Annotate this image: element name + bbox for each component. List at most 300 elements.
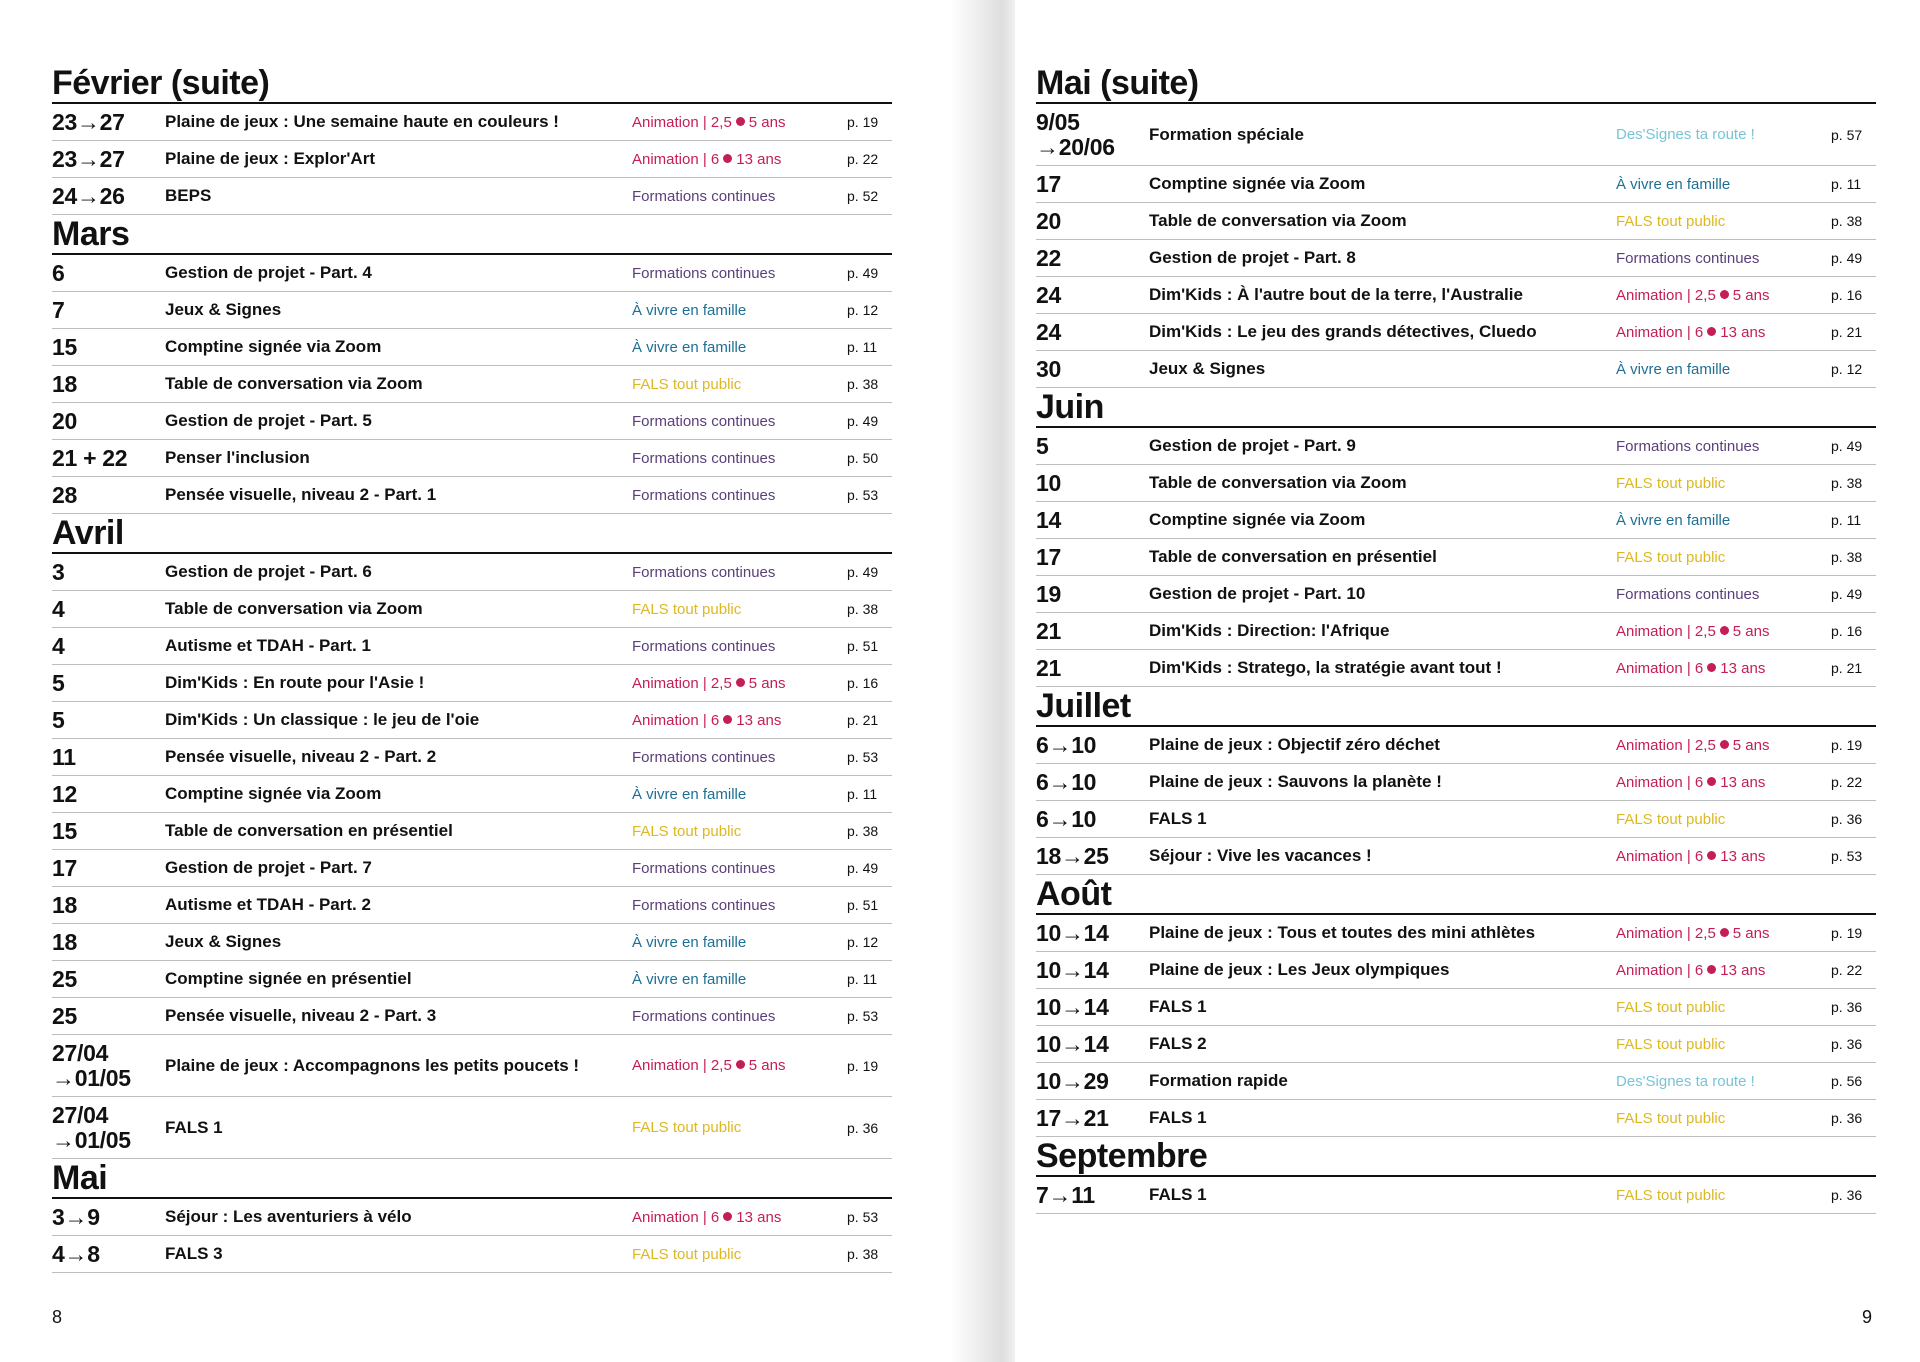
event-page-ref: p. 19 xyxy=(1831,925,1863,941)
event-row xyxy=(52,104,892,141)
event-row xyxy=(52,477,892,514)
event-page-ref: p. 36 xyxy=(1831,999,1863,1015)
event-page-ref: p. 49 xyxy=(847,413,879,429)
event-page-ref: p. 51 xyxy=(847,897,879,913)
event-row xyxy=(52,591,892,628)
right-page xyxy=(1036,64,1876,1214)
event-row xyxy=(52,554,892,591)
event-category: Formations continues xyxy=(632,1007,776,1025)
event-title: Plaine de jeux : Explor'Art xyxy=(165,149,375,168)
event-category: FALS tout public xyxy=(632,375,742,393)
event-row xyxy=(1036,613,1876,650)
event-title: Séjour : Les aventuriers à vélo xyxy=(165,1207,412,1226)
event-page-ref: p. 49 xyxy=(847,860,879,876)
category-age: 13 ans xyxy=(1720,847,1766,865)
event-title: Gestion de projet - Part. 7 xyxy=(165,858,372,877)
category-age: 13 ans xyxy=(1720,773,1766,791)
event-row xyxy=(52,366,892,403)
event-category: FALS tout public xyxy=(1616,548,1726,566)
age-range-dot-icon xyxy=(723,715,732,724)
event-page-ref: p. 53 xyxy=(847,1209,879,1225)
category-label: Animation | 6 xyxy=(1616,847,1704,865)
event-date: 5 xyxy=(52,706,65,733)
event-category: FALS tout public xyxy=(1616,1035,1726,1053)
event-row xyxy=(52,255,892,292)
event-row xyxy=(52,440,892,477)
category-age: 5 ans xyxy=(748,674,786,692)
event-date: 11 xyxy=(52,743,76,770)
event-page-ref: p. 36 xyxy=(1831,1036,1863,1052)
event-date: 10→29 xyxy=(1036,1067,1109,1094)
event-page-ref: p. 21 xyxy=(1831,660,1863,676)
event-page-ref: p. 36 xyxy=(1831,1110,1863,1126)
event-page-ref: p. 51 xyxy=(847,638,879,654)
event-date: 30 xyxy=(1036,355,1061,382)
event-category xyxy=(632,141,822,177)
event-page-ref: p. 22 xyxy=(1831,962,1863,978)
month-section xyxy=(1036,64,1876,388)
event-category: Formations continues xyxy=(632,748,776,766)
event-date: 6 xyxy=(52,259,65,286)
event-category xyxy=(632,665,822,701)
event-row xyxy=(1036,576,1876,613)
event-category: À vivre en famille xyxy=(632,785,747,803)
event-title: Table de conversation en présentiel xyxy=(165,821,453,840)
event-page-ref: p. 38 xyxy=(847,823,879,839)
event-row xyxy=(52,665,892,702)
age-range-dot-icon xyxy=(1707,663,1716,672)
event-date: 10 xyxy=(1036,469,1061,496)
event-page-ref: p. 53 xyxy=(847,487,879,503)
event-page-ref: p. 49 xyxy=(1831,250,1863,266)
event-date xyxy=(52,1035,167,1096)
event-row xyxy=(1036,465,1876,502)
event-date: 10→14 xyxy=(1036,993,1109,1020)
event-date: 24 xyxy=(1036,281,1061,308)
event-row xyxy=(1036,1026,1876,1063)
event-date: 4→8 xyxy=(52,1240,100,1267)
category-age: 13 ans xyxy=(736,711,782,729)
event-category: FALS tout public xyxy=(1616,1186,1726,1204)
event-title: Pensée visuelle, niveau 2 - Part. 3 xyxy=(165,1006,437,1025)
event-row xyxy=(1036,727,1876,764)
event-title: Jeux & Signes xyxy=(165,932,282,951)
event-page-ref: p. 16 xyxy=(1831,287,1863,303)
event-title: Pensée visuelle, niveau 2 - Part. 1 xyxy=(165,485,437,504)
event-title: Gestion de projet - Part. 6 xyxy=(165,562,372,581)
event-date-range xyxy=(1036,110,1115,160)
event-category: FALS tout public xyxy=(1616,212,1726,230)
event-title: Table de conversation via Zoom xyxy=(165,374,423,393)
event-date: 7 xyxy=(52,296,65,323)
month-section xyxy=(52,1159,892,1273)
event-date: 4 xyxy=(52,595,65,622)
event-category: Formations continues xyxy=(632,449,776,467)
event-date-end: →01/05 xyxy=(52,1064,131,1091)
event-date: 20 xyxy=(1036,207,1061,234)
event-category: FALS tout public xyxy=(1616,810,1726,828)
event-row xyxy=(52,292,892,329)
event-category: À vivre en famille xyxy=(1616,175,1731,193)
event-page-ref: p. 21 xyxy=(847,712,879,728)
event-category: Des'Signes ta route ! xyxy=(1616,126,1755,143)
age-range-dot-icon xyxy=(1707,327,1716,336)
event-row xyxy=(52,628,892,665)
event-category: Formations continues xyxy=(632,563,776,581)
event-date-start: 27/04 xyxy=(52,1039,109,1066)
event-page-ref: p. 11 xyxy=(847,786,878,802)
event-page-ref: p. 11 xyxy=(1831,176,1862,192)
event-date: 20 xyxy=(52,407,77,434)
month-heading: Juin xyxy=(1036,388,1876,428)
month-section xyxy=(52,215,892,514)
event-title: Autisme et TDAH - Part. 1 xyxy=(165,636,371,655)
category-label: Animation | 2,5 xyxy=(632,674,732,692)
event-page-ref: p. 36 xyxy=(1831,1187,1863,1203)
event-page-ref: p. 49 xyxy=(847,564,879,580)
event-category: Formations continues xyxy=(1616,249,1760,267)
event-title: Gestion de projet - Part. 8 xyxy=(1149,248,1356,267)
event-title: FALS 2 xyxy=(1149,1034,1207,1053)
event-date: 5 xyxy=(52,669,65,696)
event-title: Table de conversation en présentiel xyxy=(1149,547,1437,566)
event-category: Formations continues xyxy=(632,486,776,504)
event-page-ref: p. 21 xyxy=(1831,324,1863,340)
event-page-ref: p. 52 xyxy=(847,188,879,204)
event-row xyxy=(52,141,892,178)
event-page-ref: p. 38 xyxy=(847,376,879,392)
event-page-ref: p. 56 xyxy=(1831,1073,1863,1089)
event-category xyxy=(1616,727,1806,763)
event-category: FALS tout public xyxy=(1616,998,1726,1016)
event-category: Des'Signes ta route ! xyxy=(1616,1072,1755,1090)
month-heading: Mai xyxy=(52,1159,892,1199)
category-label: Animation | 6 xyxy=(632,1208,720,1226)
event-category xyxy=(632,1035,822,1096)
event-title: Comptine signée via Zoom xyxy=(1149,174,1366,193)
event-date xyxy=(1036,104,1151,165)
event-row xyxy=(1036,915,1876,952)
age-range-dot-icon xyxy=(736,1060,745,1069)
event-page-ref: p. 53 xyxy=(1831,848,1863,864)
event-row xyxy=(52,887,892,924)
event-title: Comptine signée via Zoom xyxy=(165,784,382,803)
event-category: FALS tout public xyxy=(632,600,742,618)
event-category: À vivre en famille xyxy=(632,338,747,356)
category-age: 5 ans xyxy=(748,113,786,131)
event-date: 4 xyxy=(52,632,65,659)
event-date-end: →01/05 xyxy=(52,1126,131,1153)
age-range-dot-icon xyxy=(1707,851,1716,860)
event-date: 18 xyxy=(52,928,77,955)
event-row xyxy=(52,178,892,215)
event-title: FALS 3 xyxy=(165,1244,223,1263)
event-row xyxy=(52,1097,892,1159)
event-category xyxy=(632,702,822,738)
event-title: Table de conversation via Zoom xyxy=(1149,473,1407,492)
event-category: FALS tout public xyxy=(1616,1109,1726,1127)
event-category xyxy=(1616,650,1806,686)
category-label: Animation | 2,5 xyxy=(632,1057,732,1074)
age-range-dot-icon xyxy=(1720,740,1729,749)
age-range-dot-icon xyxy=(723,154,732,163)
age-range-dot-icon xyxy=(1720,290,1729,299)
event-row xyxy=(1036,351,1876,388)
event-date: 25 xyxy=(52,1002,77,1029)
event-title: Plaine de jeux : Une semaine haute en couleurs ! xyxy=(165,112,559,131)
event-category xyxy=(1616,838,1806,874)
event-category: Formations continues xyxy=(632,264,776,282)
event-category: FALS tout public xyxy=(632,1119,742,1136)
category-label: Animation | 6 xyxy=(1616,961,1704,979)
event-category xyxy=(632,1199,822,1235)
category-age: 5 ans xyxy=(1732,622,1770,640)
event-title: Comptine signée via Zoom xyxy=(165,337,382,356)
event-page-ref: p. 22 xyxy=(847,151,879,167)
event-date: 18→25 xyxy=(1036,842,1109,869)
event-title: Jeux & Signes xyxy=(1149,359,1266,378)
event-row xyxy=(1036,1100,1876,1137)
left-page xyxy=(52,64,892,1273)
event-title: Gestion de projet - Part. 4 xyxy=(165,263,372,282)
month-heading: Avril xyxy=(52,514,892,554)
event-row xyxy=(52,329,892,366)
event-category: Formations continues xyxy=(632,187,776,205)
event-row xyxy=(1036,277,1876,314)
category-label: Animation | 2,5 xyxy=(1616,924,1716,942)
event-date: 5 xyxy=(1036,432,1049,459)
page-number-right: 9 xyxy=(1861,1307,1872,1327)
event-row xyxy=(1036,801,1876,838)
event-date: 6→10 xyxy=(1036,805,1097,832)
event-date: 12 xyxy=(52,780,77,807)
event-row xyxy=(52,850,892,887)
event-row xyxy=(52,1035,892,1097)
event-page-ref: p. 16 xyxy=(847,675,879,691)
event-page-ref: p. 11 xyxy=(847,971,878,987)
page-gutter xyxy=(950,0,1015,1362)
category-label: Animation | 6 xyxy=(632,150,720,168)
event-category: À vivre en famille xyxy=(1616,511,1731,529)
event-row xyxy=(1036,1063,1876,1100)
event-row xyxy=(1036,428,1876,465)
category-label: Animation | 2,5 xyxy=(632,113,732,131)
event-title: BEPS xyxy=(165,186,212,205)
event-row xyxy=(1036,539,1876,576)
event-category xyxy=(632,104,822,140)
event-title: Dim'Kids : À l'autre bout de la terre, l'Australie xyxy=(1149,285,1523,304)
event-page-ref: p. 11 xyxy=(847,339,878,355)
event-category xyxy=(1616,314,1806,350)
event-title: Penser l'inclusion xyxy=(165,448,310,467)
month-heading: Février (suite) xyxy=(52,64,892,104)
event-row xyxy=(52,1199,892,1236)
event-row xyxy=(52,739,892,776)
event-page-ref: p. 49 xyxy=(847,265,879,281)
event-category: FALS tout public xyxy=(632,1245,742,1263)
event-date: 28 xyxy=(52,481,77,508)
event-date: 23→27 xyxy=(52,145,125,172)
event-date: 6→10 xyxy=(1036,768,1097,795)
event-row xyxy=(1036,989,1876,1026)
month-heading: Septembre xyxy=(1036,1137,1876,1177)
category-age: 13 ans xyxy=(1720,659,1766,677)
event-date: 24 xyxy=(1036,318,1061,345)
event-title: Plaine de jeux : Sauvons la planète ! xyxy=(1149,772,1442,791)
age-range-dot-icon xyxy=(1720,626,1729,635)
category-label: Animation | 2,5 xyxy=(1616,736,1716,754)
month-section xyxy=(1036,388,1876,687)
event-page-ref: p. 49 xyxy=(1831,438,1863,454)
event-title: Dim'Kids : Stratego, la stratégie avant tout ! xyxy=(1149,658,1502,677)
event-date: 3→9 xyxy=(52,1203,100,1230)
category-label: Animation | 6 xyxy=(1616,773,1704,791)
event-category: Formations continues xyxy=(632,896,776,914)
month-heading: Mars xyxy=(52,215,892,255)
month-section xyxy=(52,64,892,215)
event-date: 21 xyxy=(1036,617,1061,644)
event-page-ref: p. 12 xyxy=(847,934,879,950)
event-date: 15 xyxy=(52,817,77,844)
event-row xyxy=(1036,838,1876,875)
event-page-ref: p. 49 xyxy=(1831,586,1863,602)
event-category: À vivre en famille xyxy=(632,970,747,988)
event-date: 21 + 22 xyxy=(52,444,128,471)
event-row xyxy=(52,403,892,440)
event-row xyxy=(52,702,892,739)
event-category xyxy=(1616,764,1806,800)
event-date: 18 xyxy=(52,891,77,918)
event-title: Plaine de jeux : Objectif zéro déchet xyxy=(1149,735,1440,754)
month-heading: Mai (suite) xyxy=(1036,64,1876,104)
event-page-ref: p. 38 xyxy=(1831,549,1863,565)
event-page-ref: p. 38 xyxy=(847,1246,879,1262)
event-title: Gestion de projet - Part. 9 xyxy=(1149,436,1356,455)
event-title: Comptine signée en présentiel xyxy=(165,969,412,988)
event-date: 17 xyxy=(1036,170,1061,197)
event-category: À vivre en famille xyxy=(632,301,747,319)
event-category: Formations continues xyxy=(632,412,776,430)
event-title: FALS 1 xyxy=(1149,1108,1207,1127)
event-page-ref: p. 38 xyxy=(1831,475,1863,491)
event-category xyxy=(1616,613,1806,649)
event-row xyxy=(52,1236,892,1273)
event-title: Gestion de projet - Part. 5 xyxy=(165,411,372,430)
event-date: 10→14 xyxy=(1036,1030,1109,1057)
event-date-start: 9/05 xyxy=(1036,108,1080,135)
category-age: 13 ans xyxy=(1720,323,1766,341)
category-age: 5 ans xyxy=(1732,736,1770,754)
event-date: 3 xyxy=(52,558,65,585)
event-row xyxy=(1036,166,1876,203)
event-category: Formations continues xyxy=(1616,437,1760,455)
event-date: 24→26 xyxy=(52,182,125,209)
event-title: FALS 1 xyxy=(165,1117,223,1137)
event-page-ref: p. 19 xyxy=(847,1057,879,1074)
month-heading: Juillet xyxy=(1036,687,1876,727)
event-page-ref: p. 11 xyxy=(1831,512,1862,528)
category-age: 13 ans xyxy=(736,150,782,168)
month-section xyxy=(52,514,892,1159)
event-category: Formations continues xyxy=(632,859,776,877)
event-title: FALS 1 xyxy=(1149,997,1207,1016)
event-page-ref: p. 38 xyxy=(1831,213,1863,229)
event-title: Plaine de jeux : Les Jeux olympiques xyxy=(1149,960,1450,979)
event-title: Formation rapide xyxy=(1149,1071,1288,1090)
event-title: Formation spéciale xyxy=(1149,124,1304,144)
event-category: Formations continues xyxy=(1616,585,1760,603)
event-date xyxy=(52,1097,167,1158)
event-title: Comptine signée via Zoom xyxy=(1149,510,1366,529)
event-title: Table de conversation via Zoom xyxy=(165,599,423,618)
event-date: 18 xyxy=(52,370,77,397)
event-title: Dim'Kids : Un classique : le jeu de l'oie xyxy=(165,710,480,729)
age-range-dot-icon xyxy=(736,678,745,687)
event-title: FALS 1 xyxy=(1149,1185,1207,1204)
event-date: 15 xyxy=(52,333,77,360)
month-section xyxy=(1036,687,1876,875)
event-page-ref: p. 50 xyxy=(847,450,879,466)
event-title: Séjour : Vive les vacances ! xyxy=(1149,846,1372,865)
event-date: 22 xyxy=(1036,244,1061,271)
month-section xyxy=(1036,1137,1876,1214)
event-category: À vivre en famille xyxy=(632,933,747,951)
event-page-ref: p. 22 xyxy=(1831,774,1863,790)
event-category: À vivre en famille xyxy=(1616,360,1731,378)
event-date: 23→27 xyxy=(52,108,125,135)
event-date: 25 xyxy=(52,965,77,992)
event-title: Plaine de jeux : Accompagnons les petits poucets ! xyxy=(165,1055,580,1075)
event-row xyxy=(1036,240,1876,277)
event-title: Jeux & Signes xyxy=(165,300,282,319)
month-heading: Août xyxy=(1036,875,1876,915)
category-label: Animation | 6 xyxy=(1616,659,1704,677)
event-title: FALS 1 xyxy=(1149,809,1207,828)
event-row xyxy=(1036,1177,1876,1214)
event-date: 21 xyxy=(1036,654,1061,681)
event-title: Plaine de jeux : Tous et toutes des mini athlètes xyxy=(1149,923,1536,942)
event-date: 6→10 xyxy=(1036,731,1097,758)
event-row xyxy=(1036,650,1876,687)
event-date-range xyxy=(52,1103,131,1153)
event-title: Dim'Kids : Le jeu des grands détectives, Cluedo xyxy=(1149,322,1537,341)
age-range-dot-icon xyxy=(736,117,745,126)
event-page-ref: p. 57 xyxy=(1831,126,1863,143)
event-date: 10→14 xyxy=(1036,919,1109,946)
event-title: Dim'Kids : Direction: l'Afrique xyxy=(1149,621,1390,640)
event-date: 19 xyxy=(1036,580,1061,607)
event-title: Autisme et TDAH - Part. 2 xyxy=(165,895,371,914)
event-date: 10→14 xyxy=(1036,956,1109,983)
category-age: 13 ans xyxy=(736,1208,782,1226)
event-page-ref: p. 12 xyxy=(847,302,879,318)
event-category xyxy=(1616,952,1806,988)
age-range-dot-icon xyxy=(1707,965,1716,974)
event-title: Table de conversation via Zoom xyxy=(1149,211,1407,230)
event-row xyxy=(52,961,892,998)
event-page-ref: p. 53 xyxy=(847,749,879,765)
category-label: Animation | 2,5 xyxy=(1616,286,1716,304)
event-row xyxy=(1036,764,1876,801)
event-row xyxy=(52,998,892,1035)
event-page-ref: p. 36 xyxy=(1831,811,1863,827)
event-date-start: 27/04 xyxy=(52,1101,109,1128)
category-age: 5 ans xyxy=(1732,924,1770,942)
age-range-dot-icon xyxy=(1720,928,1729,937)
event-page-ref: p. 38 xyxy=(847,601,879,617)
category-age: 5 ans xyxy=(1732,286,1770,304)
event-row xyxy=(1036,314,1876,351)
